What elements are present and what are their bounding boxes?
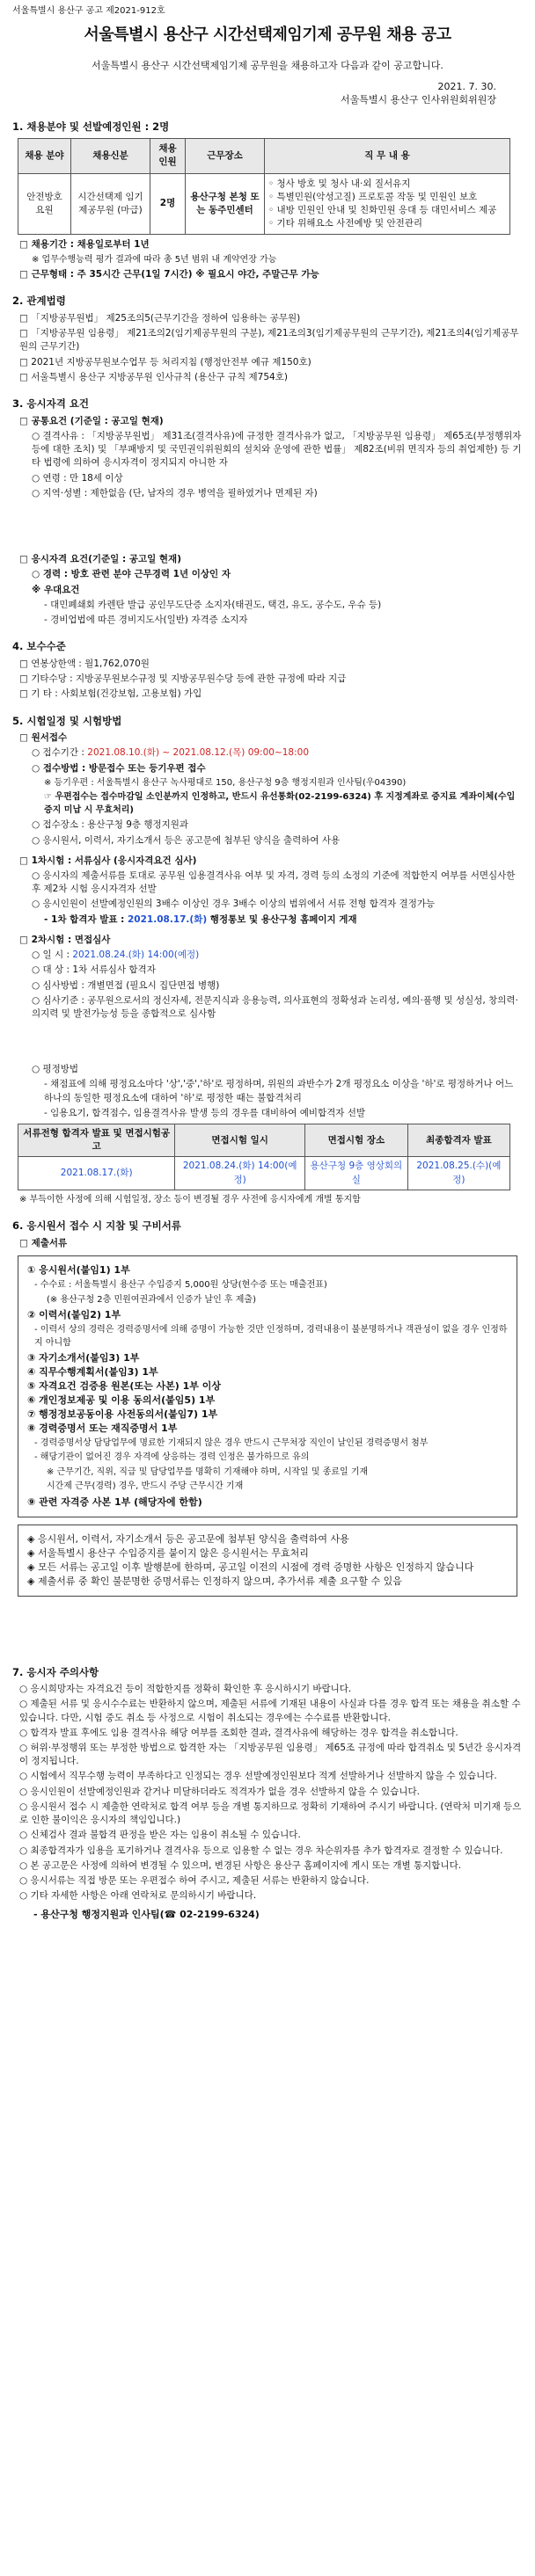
- caution-item: ◈ 제출서류 중 확인 불분명한 증명서류는 인정하지 않으며, 추가서류 제출 요구할 수 있음: [27, 1575, 402, 1587]
- td-field: 안전방호 요원: [18, 173, 71, 235]
- caution-note: ○ 본 공고문은 사정에 의하여 변경될 수 있으며, 변경된 사항은 용산구 홈페이지에 게시 또는 개별 통지합니다.: [19, 1859, 462, 1871]
- caution-box: [18, 1524, 517, 1597]
- s5-second-head: □ 2차시험 : 면접심사: [19, 934, 111, 945]
- duty-item: ◦ 특별민원(악성고질) 프로토콜 작동 및 민원인 보호: [268, 191, 478, 202]
- doc-item: ⑥ 개인정보제공 및 이용 동의서(붙임5) 1부: [27, 1394, 216, 1406]
- caution-note: ○ 합격자 발표 후에도 임용 결격사유 해당 여부를 조회한 결과, 결격사유에 해당하는 경우 합격을 취소합니다.: [19, 1727, 458, 1738]
- section-7-title: 7. 응시자 주의사항: [12, 1665, 99, 1678]
- application-method: ○ 접수방법 : 방문접수 또는 등기우편 접수: [32, 762, 206, 774]
- caution-note: ○ 허위·부정행위 또는 부정한 방법으로 합격한 자는 「지방공무원 임용령」 제65조 규정에 따라 합격취소 및 5년간 응시자격이 정지됩니다.: [19, 1743, 522, 1767]
- application-period: ○ 접수기간 : 2021.08.10.(화) ~ 2021.08.12.(목) 09:00~18:00: [32, 747, 310, 759]
- s3-common-item: ○ 결격사유 : 「지방공무원법」 제31조(결격사유)에 규정한 결격사유가 없고, 「지방공무원 임용령」 제65조(부정행위자 등에 대한 조치) 및 「부패방지 및 국민권익위원회의 설치와 운영에 관한 법률」 제82조(비위 면직자 등의 취업제한) 등 기타 법령에 의하여 응시자격이 정지되지 아니한 자: [32, 430, 522, 469]
- doc-item: ⑧ 경력증명서 또는 재직증명서 1부: [27, 1422, 178, 1434]
- law-item: □ 서울특별시 용산구 지방공무원 인사규칙 (용산구 규칙 제754호): [19, 371, 288, 382]
- docs-head: □ 제출서류: [19, 1238, 68, 1249]
- interview-date: ○ 일 시 : 2021.08.24.(화) 14:00(예정): [32, 950, 200, 961]
- doc-item: - 경력증명서상 담당업무에 명료한 기재되지 않은 경우 반드시 근무처장 직인이 날인된 경력증명서 첨부: [34, 1437, 429, 1448]
- td-status: 시간선택제 임기제공무원 (마급): [71, 173, 150, 235]
- th-schedule: 서류전형 합격자 발표 및 면접시험공고: [18, 1124, 175, 1157]
- caution-note: ○ 기타 자세한 사항은 아래 연락처로 문의하시기 바랍니다.: [19, 1890, 257, 1902]
- law-item: □ 「지방공무원 임용령」 제21조의2(임기제공무원의 구분), 제21조의3(임기제공무원의 근무기간), 제21조의4(임기제공무원의 근무기간): [19, 328, 519, 353]
- s1-note: □ 채용기간 : 채용일로부터 1년: [19, 239, 150, 251]
- doc-item: ⑤ 자격요건 검증용 원본(또는 사본) 1부 이상: [27, 1380, 222, 1393]
- section-6-title: 6. 응시원서 접수 시 지참 및 구비서류: [12, 1219, 181, 1233]
- duty-item: ◦ 청사 방호 및 청사 내·외 질서유지: [268, 178, 411, 189]
- doc-item: ① 응시원서(붙임1) 1부: [27, 1264, 130, 1277]
- duty-item: ◦ 기타 위해요소 사전예방 및 안전관리: [268, 218, 423, 229]
- td-schedule: 2021.08.25.(수)(예정): [407, 1157, 509, 1190]
- caution-item: ◈ 서울특별시 용산구 수입증지를 붙이지 않은 응시원서는 무효처리: [27, 1546, 309, 1559]
- doc-item: - 수수료 : 서울특별시 용산구 수입증지 5,000원 상당(현수증 또는 매출전표): [34, 1280, 327, 1291]
- doc-number: 서울특별시 용산구 공고 제2021-912호: [12, 6, 165, 16]
- interview-extra: ○ 평정방법: [32, 1064, 79, 1075]
- s3-req-item: ※ 우대요건: [32, 584, 80, 595]
- caution-note: ○ 최종합격자가 임용을 포기하거나 결격사유 등으로 임용할 수 없는 경우 차순위자를 추가 합격자로 결정할 수 있습니다.: [19, 1845, 503, 1856]
- documents-box: [18, 1255, 517, 1517]
- s3-common-item: ○ 지역·성별 : 제한없음 (단, 남자의 경우 병역을 필하였거나 면제된 자): [32, 487, 318, 498]
- doc-item: ③ 자기소개서(붙임3) 1부: [27, 1352, 140, 1364]
- s3-req-item: ○ 경력 : 방호 관련 분야 근무경력 1년 이상인 자: [32, 569, 231, 580]
- td-duties: [265, 173, 510, 235]
- interview-extra: - 채점표에 의해 평정요소마다 '상','중','하'로 평정하며, 위원의 과반수가 2개 평정요소 이상을 '하'로 평정하거나 어느 하나의 동일한 평정요소에 대하여 '하'로 평정한 때는 불합격처리: [44, 1079, 514, 1103]
- th-place: 근무장소: [186, 139, 265, 173]
- schedule-table: [18, 1124, 510, 1190]
- section-2-title: 2. 관계법령: [12, 295, 66, 308]
- caution-item: ◈ 모든 서류는 공고일 이후 발행분에 한하며, 공고일 이전의 시점에 경력 증명한 사항은 인정하지 않습니다: [27, 1561, 474, 1573]
- intro-text: 서울특별시 용산구 시간선택제임기제 공무원을 채용하고자 다음과 같이 공고합니다.: [92, 59, 443, 71]
- law-item: □ 2021년 지방공무원보수업무 등 처리지침 (행정안전부 예규 제150호): [19, 356, 311, 367]
- th-schedule: 면접시험 장소: [304, 1124, 407, 1157]
- caution-note: ○ 신체검사 결과 불합격 판정을 받은 자는 임용이 취소될 수 있습니다.: [19, 1830, 301, 1841]
- s3-req-item: - 대민폐쇄회 카렌탄 발급 공인무도단증 소지자(태권도, 택견, 유도, 공수도, 우슈 등): [44, 599, 382, 610]
- caution-note: ○ 응시인원이 선발예정인원과 같거나 미달하더라도 적격자가 없을 경우 선발하지 않을 수 있습니다.: [19, 1786, 420, 1797]
- td-count: 2명: [150, 173, 186, 235]
- s1-note: □ 근무형태 : 주 35시간 근무(1일 7시간) ※ 필요시 야간, 주말근무 가능: [19, 269, 319, 280]
- announcement-date: 2021. 7. 30.: [437, 80, 496, 92]
- first-item: ○ 응시자의 제출서류를 토대로 공무원 임용결격사유 여부 및 자격, 경력 등의 소정의 기준에 적합한지 여부를 서면심사한 후 제2차 시험 응시자격자 선발: [32, 870, 516, 895]
- td-schedule: 용산구청 9층 영상회의실: [304, 1157, 407, 1190]
- caution-note: ○ 제출된 서류 및 응시수수료는 반환하지 않으며, 제출된 서류에 기재된 내용이 사실과 다를 경우 합격 또는 채용을 취소할 수 있습니다. 다만, 시험 중도 취소 등 사정으로 시험이 취소되는 경우에는 수수료를 반환합니다.: [19, 1699, 521, 1723]
- interview-item: ○ 심사기준 : 공무원으로서의 정신자세, 전문지식과 응용능력, 의사표현의 정확성과 논리성, 예의·품행 및 성실성, 창의력·의지력 및 발전가능성 등을 종합적으로 심사함: [32, 994, 518, 1019]
- s3-common-head: □ 공통요건 (기준일 : 공고일 현재): [19, 415, 164, 426]
- application-note: ☞ 우편접수는 접수마감일 소인분까지 인정하고, 반드시 유선통화(02-2199-6324) 후 지정계좌로 증지료 계좌이체(수입증지 미납 시 무효처리): [44, 792, 516, 815]
- application-note: ※ 등기우편 : 서울특별시 용산구 녹사평대로 150, 용산구청 9층 행정지원과 인사팀(우04390): [44, 777, 407, 788]
- doc-item: ② 이력서(붙임2) 1부: [27, 1309, 121, 1321]
- page-title: 서울특별시 용산구 시간선택제임기제 공무원 채용 공고: [84, 25, 451, 44]
- th-schedule: 면접시험 일시: [175, 1124, 305, 1157]
- law-item: □ 「지방공무원법」 제25조의5(근무기간을 정하여 임용하는 공무원): [19, 313, 301, 324]
- doc-item: ④ 직무수행계획서(붙임3) 1부: [27, 1366, 158, 1379]
- td-place: 용산구청 본청 또는 동주민센터: [186, 173, 265, 235]
- doc-item: ※ 근무기간, 직위, 직급 및 담당업무를 명확히 기재해야 하며, 시작일 및 종료일 기재: [47, 1466, 369, 1477]
- caution-note: ○ 응시희망자는 자격요건 등이 적합한지를 정확히 확인한 후 응시하시기 바랍니다.: [19, 1684, 352, 1695]
- th-count: 채용 인원: [150, 139, 186, 173]
- s3-common-item: ○ 연령 : 만 18세 이상: [32, 472, 123, 484]
- interview-item: ○ 심사방법 : 개별면접 (필요시 집단면접 병행): [32, 979, 220, 991]
- th-schedule: 최종합격자 발표: [407, 1124, 509, 1157]
- pay-item: □ 연봉상한액 : 월1,762,070원: [19, 658, 150, 669]
- application-note: ○ 접수장소 : 용산구청 9층 행정지원과: [32, 819, 189, 831]
- doc-item: - 이력서 상의 경력은 경력증명서에 의해 증명이 가능한 것만 인정하며, 경력내용이 불분명하거나 객관성이 없을 경우 인정하지 아니함: [34, 1325, 508, 1348]
- first-result: - 1차 합격자 발표 : 2021.08.17.(화) 행정통보 및 용산구청 홈페이지 게재: [44, 913, 357, 925]
- th-field: 채용 분야: [18, 139, 71, 173]
- caution-item: ◈ 응시원서, 이력서, 자기소개서 등은 공고문에 첨부된 양식을 출력하여 사용: [27, 1532, 349, 1545]
- caution-note: ○ 응시원서 접수 시 제출한 연락처로 합격 여부 등을 개별 통지하므로 정확히 기재하여 주시기 바랍니다. (연락처 미기재 등으로 인한 불이익은 응시자의 책임입니다.): [19, 1801, 522, 1826]
- doc-item: - 해당기관이 없어진 경우 자격에 상응하는 경력 인정은 불가하므로 유의: [34, 1452, 310, 1463]
- application-note: ○ 응시원서, 이력서, 자기소개서 등은 공고문에 첨부된 양식을 출력하여 사용: [32, 834, 341, 846]
- th-duties: 직 무 내 용: [265, 139, 510, 173]
- section-4-title: 4. 보수수준: [12, 640, 66, 653]
- s5-first-head: □ 1차시험 : 서류심사 (응시자격요건 심사): [19, 855, 197, 866]
- doc-item: (※ 용산구청 2층 민원여권과에서 인증가 날인 후 제출): [47, 1294, 256, 1305]
- td-schedule: 2021.08.17.(화): [18, 1157, 175, 1190]
- s3-req-head: □ 응시자격 요건(기준일 : 공고일 현재): [19, 554, 181, 565]
- pay-item: □ 기타수당 : 지방공무원보수규정 및 지방공무원수당 등에 관한 규정에 따라 지급: [19, 673, 347, 685]
- caution-note: ○ 응시서류는 직접 방문 또는 우편접수 하여 주시고, 제출된 서류는 반환하지 않습니다.: [19, 1875, 370, 1887]
- s3-req-item: - 경비업법에 따른 경비지도사(일반) 자격증 소지자: [44, 614, 248, 625]
- td-schedule: 2021.08.24.(화) 14:00(예정): [175, 1157, 305, 1190]
- interview-extra: - 임용요기, 합격점수, 임용결격사유 발생 등의 경우를 대비하여 예비합격자 선발: [44, 1107, 366, 1118]
- doc-item: ⑨ 관련 자격증 사본 1부 (해당자에 한함): [27, 1495, 202, 1508]
- interview-item: ○ 대 상 : 1차 서류심사 합격자: [32, 964, 156, 976]
- th-status: 채용신분: [71, 139, 150, 173]
- contact-info: - 용산구청 행정지원과 인사팀(☎ 02-2199-6324): [33, 1909, 260, 1921]
- s5-application-head: □ 원서접수: [19, 732, 68, 744]
- s1-note: ※ 업무수행능력 평가 결과에 따라 총 5년 범위 내 계약연장 가능: [32, 254, 277, 265]
- announcement-org: 서울특별시 용산구 인사위원회위원장: [340, 94, 496, 106]
- caution-note: ○ 시험에서 직무수행 능력이 부족하다고 인정되는 경우 선발예정인원보다 적게 선발하거나 선발하지 않을 수 있습니다.: [19, 1771, 497, 1782]
- doc-item: ⑦ 행정정보공동이용 사전동의서(붙임7) 1부: [27, 1408, 218, 1420]
- section-3-title: 3. 응시자격 요건: [12, 397, 90, 411]
- schedule-note: ※ 부득이한 사정에 의해 시험일정, 장소 등이 변경될 경우 사전에 응시자에게 개별 통지함: [19, 1194, 361, 1204]
- pay-item: □ 기 타 : 사회보험(건강보험, 고용보험) 가입: [19, 688, 202, 700]
- doc-item: 시간제 근무(경력) 경우, 반드시 주당 근무시간 기재: [47, 1481, 244, 1492]
- section-5-title: 5. 시험일정 및 시험방법: [12, 714, 122, 727]
- first-item: ○ 응시인원이 선발예정인원의 3배수 이상인 경우 3배수 이상의 범위에서 서류 전형 합격자 결정가능: [32, 899, 436, 910]
- duty-item: ◦ 내방 민원인 안내 및 친화민원 응대 등 대민서비스 제공: [268, 204, 497, 215]
- section-1-title: 1. 채용분야 및 선발예정인원 : 2명: [12, 120, 170, 134]
- recruitment-table: [18, 138, 510, 235]
